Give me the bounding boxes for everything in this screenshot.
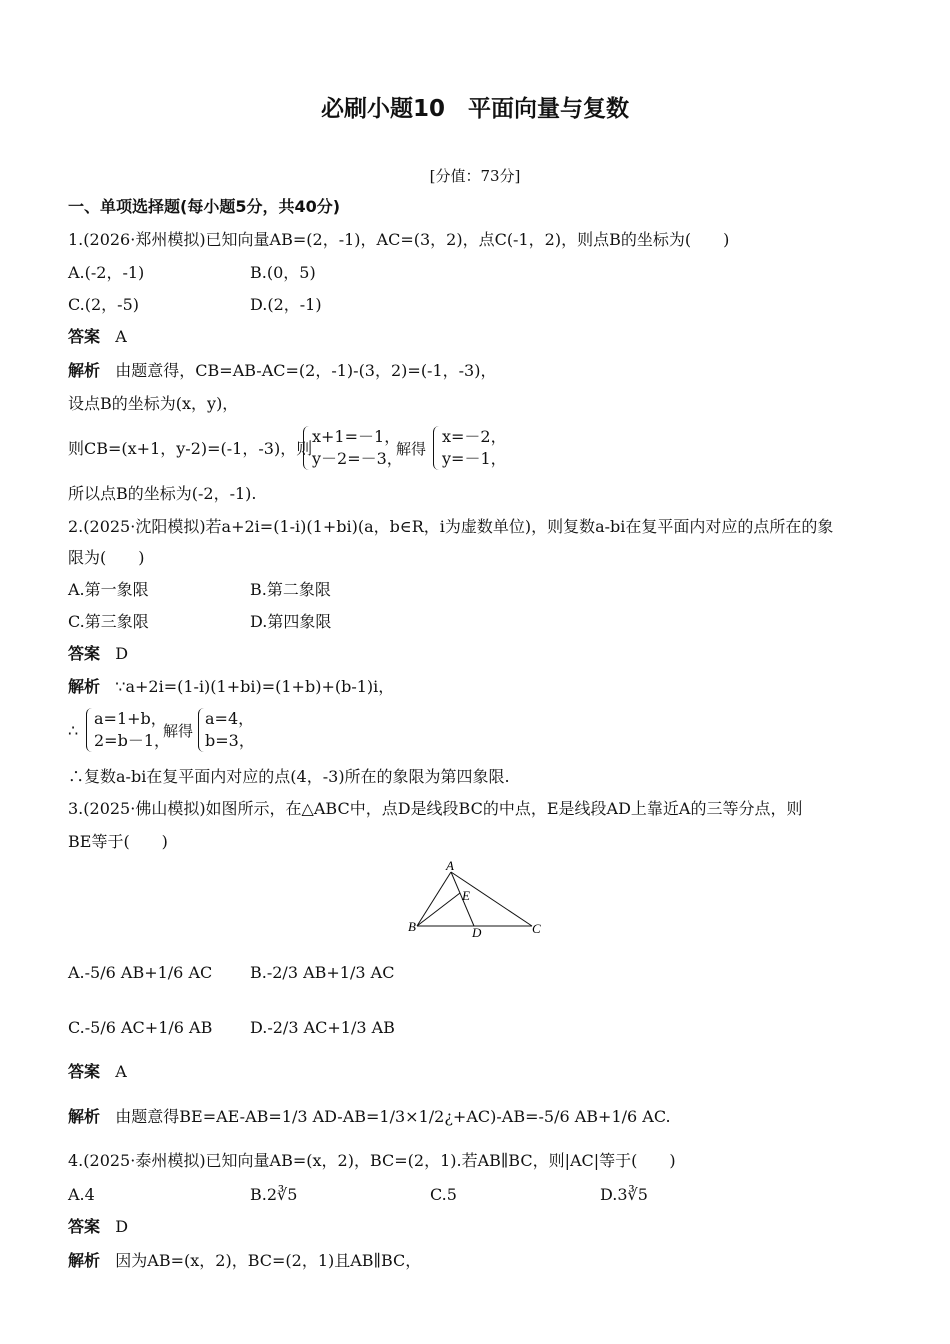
score-label: [分值：73分] bbox=[429, 167, 521, 185]
q4-stem: 4.(2025·泰州模拟)已知向量AB=(x，2)，BC=(2，1).若AB∥BC，则|AC|等于( ) bbox=[68, 1151, 676, 1170]
q4-analysis-1: 因为AB=(x，2)，BC=(2，1)且AB∥BC， bbox=[115, 1251, 422, 1270]
brace bbox=[433, 426, 440, 470]
q1-system-1: x+1=－1， y－2=－3， bbox=[312, 427, 403, 468]
q1-system-2: x=－2， y=－1， bbox=[442, 427, 507, 468]
q2-therefore: ∴ bbox=[68, 721, 79, 740]
answer-label: 答案 bbox=[68, 644, 101, 663]
q3-answer: A bbox=[115, 1062, 127, 1081]
label-a: A bbox=[446, 858, 454, 873]
q2-system-2: a=4， b=3， bbox=[205, 709, 255, 750]
q1-option-c: C.(2，-5) bbox=[68, 295, 140, 314]
analysis-label: 解析 bbox=[68, 361, 101, 380]
section-heading: 一、单项选择题(每小题5分，共40分) bbox=[68, 197, 341, 216]
label-c: C bbox=[532, 921, 541, 936]
answer-label: 答案 bbox=[68, 1217, 101, 1236]
q4-answer: D bbox=[115, 1217, 129, 1236]
analysis-label: 解析 bbox=[68, 677, 101, 696]
q2-analysis-3: ∴复数a-bi在复平面内对应的点(4，-3)所在的象限为第四象限. bbox=[68, 767, 510, 786]
q3-option-d: D.-2/3 AC+1/3 AB bbox=[250, 1018, 395, 1037]
q3-option-c: C.-5/6 AC+1/6 AB bbox=[68, 1018, 213, 1037]
q2-system-1: a=1+b， 2=b－1， bbox=[94, 709, 171, 750]
q2-option-c: C.第三象限 bbox=[68, 612, 149, 631]
q4-option-d: D.3∛5 bbox=[600, 1185, 648, 1204]
label-e: E bbox=[462, 888, 470, 903]
q1-analysis-1: 由题意得，CB=AB-AC=(2，-1)-(3，2)=(-1，-3)， bbox=[115, 361, 497, 380]
q4-option-b: B.2∛5 bbox=[250, 1185, 298, 1204]
q1-option-b: B.(0，5) bbox=[250, 263, 316, 282]
brace bbox=[303, 426, 310, 470]
brace bbox=[86, 708, 93, 752]
q1-answer: A bbox=[115, 327, 127, 346]
q4-option-c: C.5 bbox=[430, 1185, 457, 1204]
analysis-label: 解析 bbox=[68, 1251, 101, 1270]
answer-label: 答案 bbox=[68, 327, 101, 346]
page-title: 必刷小题10 平面向量与复数 bbox=[320, 96, 629, 122]
label-d: D bbox=[472, 925, 482, 940]
q1-analysis-3: 则CB=(x+1，y-2)=(-1，-3)，则 bbox=[68, 439, 313, 458]
q2-answer: D bbox=[115, 644, 129, 663]
brace bbox=[198, 708, 205, 752]
q2-option-a: A.第一象限 bbox=[68, 580, 149, 599]
q2-stem-1: 2.(2025·沈阳模拟)若a+2i=(1-i)(1+bi)(a，b∈R，i为虚数单位)，则复数a-bi在复平面内对应的点所在的象 bbox=[68, 517, 834, 536]
q2-solve-label: 解得 bbox=[163, 722, 194, 740]
q3-analysis-1: 由题意得BE=AE-AB=1/3 AD-AB=1/3×1/2¿+AC)-AB=-5/6 AB+1/6 AC. bbox=[115, 1107, 671, 1126]
q3-option-b: B.-2/3 AB+1/3 AC bbox=[250, 963, 395, 982]
q1-option-d: D.(2，-1) bbox=[250, 295, 322, 314]
q4-option-a: A.4 bbox=[68, 1185, 95, 1204]
label-b: B bbox=[408, 919, 416, 934]
q2-analysis-1: ∵a+2i=(1-i)(1+bi)=(1+b)+(b-1)i， bbox=[115, 677, 395, 696]
q2-option-d: D.第四象限 bbox=[250, 612, 332, 631]
q1-option-a: A.(-2，-1) bbox=[68, 263, 145, 282]
analysis-label: 解析 bbox=[68, 1107, 101, 1126]
q1-analysis-4: 所以点B的坐标为(-2，-1). bbox=[68, 484, 257, 503]
q3-stem-1: 3.(2025·佛山模拟)如图所示，在△ABC中，点D是线段BC的中点，E是线段AD上靠近A的三等分点，则 bbox=[68, 799, 803, 818]
q3-stem-2: BE等于( ) bbox=[68, 832, 168, 851]
q1-stem: 1.(2026·郑州模拟)已知向量AB=(2，-1)，AC=(3，2)，点C(-1，2)，则点B的坐标为( ) bbox=[68, 230, 730, 249]
q1-solve-label: 解得 bbox=[396, 440, 427, 458]
answer-label: 答案 bbox=[68, 1062, 101, 1081]
triangle-figure bbox=[400, 858, 550, 942]
q1-analysis-2: 设点B的坐标为(x，y)， bbox=[68, 394, 239, 413]
q2-stem-2: 限为( ) bbox=[68, 548, 145, 567]
q2-option-b: B.第二象限 bbox=[250, 580, 331, 599]
q3-option-a: A.-5/6 AB+1/6 AC bbox=[68, 963, 213, 982]
